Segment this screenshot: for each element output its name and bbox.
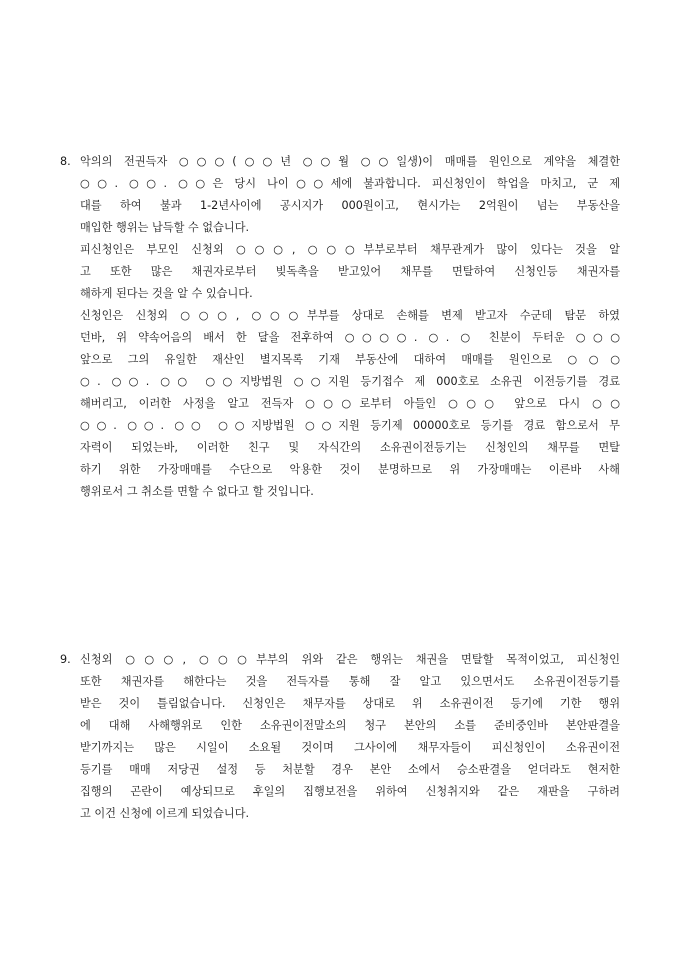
section-9-line: 받은 것이 틀림없습니다. 신청인은 채무자를 상대로 위 소유권이전 등기에 기한 행위 xyxy=(80,697,620,710)
section-9-line: 집행의 곤란이 예상되므로 후일의 집행보전을 위하여 신청취지와 같은 재판을 구하려 xyxy=(80,785,620,798)
section-9 xyxy=(60,649,620,825)
section-8 xyxy=(60,151,620,503)
section-8-line: 앞으로 그의 유일한 재산인 별지목록 기재 부동산에 대하여 매매를 원인으로 ○○○ xyxy=(80,353,620,366)
section-8-line: 고 또한 많은 채권자로부터 빚독촉을 받고있어 채무를 면탈하여 신청인등 채권자를 xyxy=(80,265,620,278)
section-9-number: 9. xyxy=(60,653,71,666)
section-8-line: 해하게 된다는 것을 알 수 있습니다. xyxy=(80,287,253,300)
section-8-line: 악의의 전권득자 ○○○(○○년 ○○월 ○○일생)이 매매를 원인으로 계약을 체결한 xyxy=(80,155,620,168)
section-8-line: ○○. ○○. ○○은 당시 나이○○세에 불과합니다. 피신청인이 학업을 마치고, 군 제 xyxy=(80,177,620,190)
section-9-line: 또한 채권자를 해한다는 것을 전득자를 통해 잘 알고 있으면서도 소유권이전등기를 xyxy=(80,675,620,688)
section-9-line: 받기까지는 많은 시일이 소요될 것이며 그사이에 채무자들이 피신청인이 소유권이전 xyxy=(80,741,620,754)
section-8-line: ○○. ○○. ○○ ○○지방법원 ○○지원 등기제 00000호로 등기를 경료 함으로서 무 xyxy=(80,419,620,432)
section-8-line: 매입한 행위는 납득할 수 없습니다. xyxy=(80,221,250,234)
section-9-line: 신청외 ○○○, ○○○부부의 위와 같은 행위는 채권을 면탈할 목적이었고, 피신청인 xyxy=(80,653,620,666)
section-8-number: 8. xyxy=(60,155,71,168)
section-8-line: 자력이 되었는바, 이러한 친구 및 자식간의 소유권이전등기는 신청인의 채무를 면탈 xyxy=(80,441,620,454)
section-8-line: 대를 하여 불과 1-2년사이에 공시지가 000원이고, 현시가는 2억원이 넘는 부동산을 xyxy=(80,199,620,212)
section-8-line: 피신청인은 부모인 신청외 ○○○, ○○○부부로부터 채무관계가 많이 있다는 것을 알 xyxy=(80,243,620,256)
section-8-line: 신청인은 신청외 ○○○, ○○○부부를 상대로 손해를 변제 받고자 수군데 탐문 하였 xyxy=(80,309,620,322)
section-9-line: 에 대해 사해행위로 인한 소유권이전말소의 청구 본안의 소를 준비중인바 본안판결을 xyxy=(80,719,620,732)
section-9-line: 고 이건 신청에 이르게 되었습니다. xyxy=(80,807,250,820)
section-8-line: 행위로서 그 취소를 면할 수 없다고 할 것입니다. xyxy=(80,485,314,498)
section-8-line: ○. ○○. ○○ ○○지방법원 ○○지원 등기접수 제 000호로 소유권 이전등기를 경료 xyxy=(80,375,620,388)
section-8-line: 던바, 위 약속어음의 배서 한 달을 전후하여 ○○○○. ○. ○ 친분이 두터운 ○○○ xyxy=(80,331,620,344)
section-8-line: 해버리고, 이러한 사정을 알고 전득자 ○○○로부터 아들인 ○○○ 앞으로 다시 ○○ xyxy=(80,397,620,410)
section-9-line: 등기를 매매 저당권 설정 등 처분할 경우 본안 소에서 승소판결을 얻더라도 현저한 xyxy=(80,763,620,776)
section-8-line: 하기 위한 가장매매를 수단으로 악용한 것이 분명하므로 위 가장매매는 이른바 사해 xyxy=(80,463,620,476)
